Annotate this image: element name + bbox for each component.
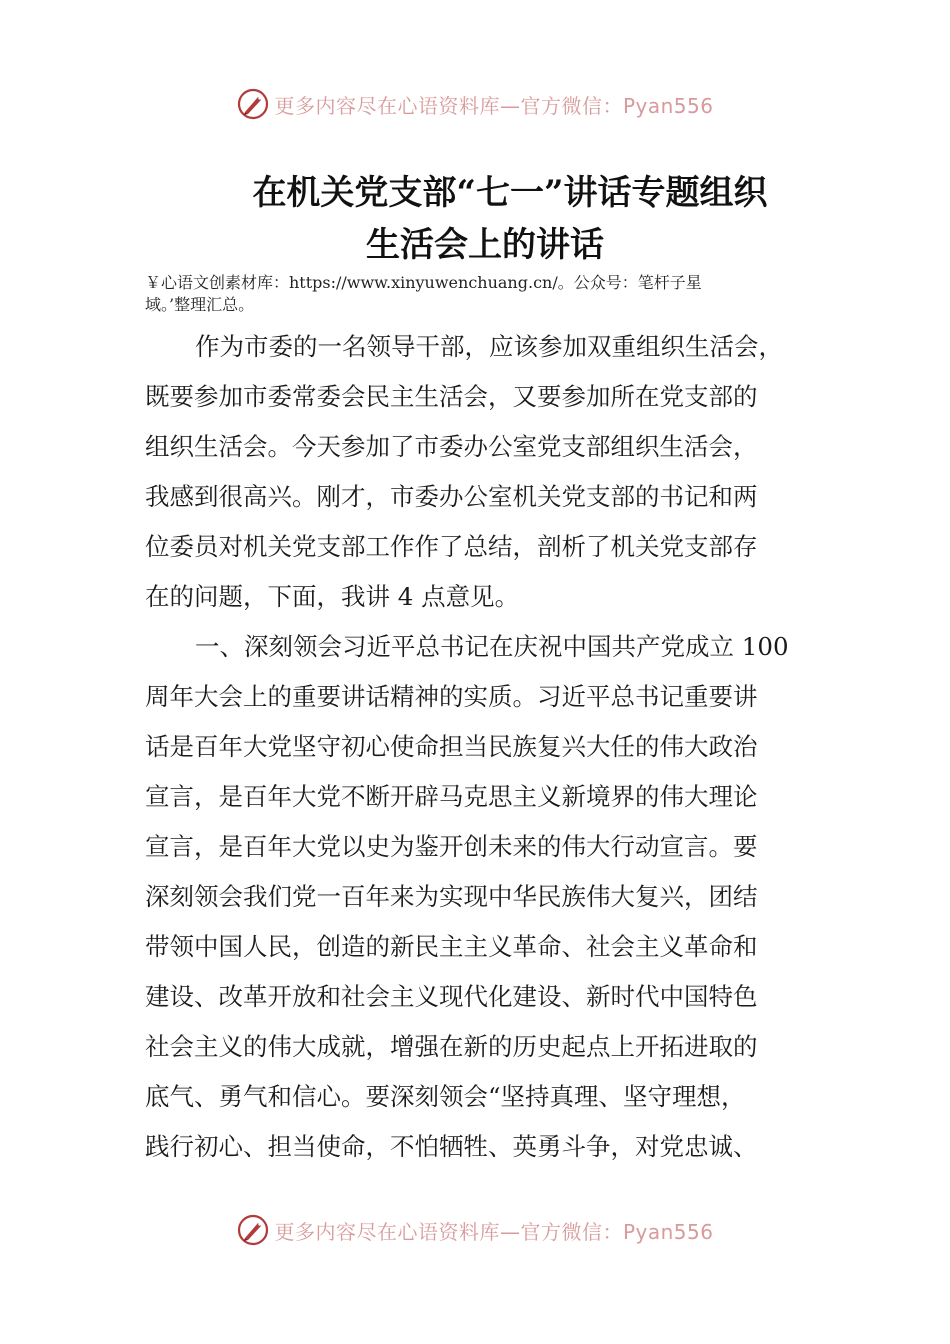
document-title-line-1: 在机关党支部“七一”讲话专题组织 xyxy=(252,173,768,213)
paragraph-line: 建设、改革开放和社会主义现代化建设、新时代中国特色 xyxy=(145,982,758,1011)
paragraph-line: 宣言，是百年大党以史为鉴开创未来的伟大行动宣言。要 xyxy=(145,832,758,861)
footer-banner xyxy=(0,1210,950,1250)
pen-nib-circle-icon xyxy=(236,1213,270,1247)
document-title-line-2: 生活会上的讲话 xyxy=(366,225,604,265)
paragraph-line: 位委员对机关党支部工作作了总结，剖析了机关党支部存 xyxy=(145,532,758,561)
paragraph-line: 组织生活会。今天参加了市委办公室党支部组织生活会， xyxy=(145,432,758,461)
paragraph-line: 底气、勇气和信心。要深刻领会“坚持真理、坚守理想， xyxy=(145,1082,746,1111)
paragraph-line: 既要参加市委常委会民主生活会，又要参加所在党支部的 xyxy=(145,382,758,411)
banner-text: 更多内容尽在心语资料库—官方微信：Pyan556 xyxy=(274,93,714,118)
source-note xyxy=(145,272,815,316)
paragraph-line: 在的问题，下面，我讲 4 点意见。 xyxy=(145,582,520,611)
paragraph-line: 周年大会上的重要讲话精神的实质。习近平总书记重要讲 xyxy=(145,682,758,711)
banner-text: 更多内容尽在心语资料库—官方微信：Pyan556 xyxy=(274,1219,714,1244)
paragraph-line: 践行初心、担当使命，不怕牺牲、英勇斗争，对党忠诚、 xyxy=(145,1132,758,1161)
paragraph-line: 宣言，是百年大党不断开辟马克思主义新境界的伟大理论 xyxy=(145,782,758,811)
paragraph-line: 社会主义的伟大成就，增强在新的历史起点上开拓进取的 xyxy=(145,1032,758,1061)
paragraph-line: 一、深刻领会习近平总书记在庆祝中国共产党成立 100 xyxy=(195,632,789,661)
pen-nib-circle-icon xyxy=(236,87,270,121)
header-banner xyxy=(0,84,950,124)
paragraph-line: 话是百年大党坚守初心使命担当民族复兴大任的伟大政治 xyxy=(145,732,758,761)
document-body xyxy=(145,322,815,1172)
source-note-line-2: 域。’整理汇总。 xyxy=(145,295,255,314)
source-note-line-1: ￥心语文创素材库：https://www.xinyuwenchuang.cn/。公众号：笔杆子星 xyxy=(145,273,702,292)
paragraph-line: 带领中国人民，创造的新民主主义革命、社会主义革命和 xyxy=(145,932,758,961)
paragraph-line: 深刻领会我们党一百年来为实现中华民族伟大复兴，团结 xyxy=(145,882,758,911)
paragraph-line: 作为市委的一名领导干部，应该参加双重组织生活会， xyxy=(195,332,783,361)
paragraph-line: 我感到很高兴。刚才，市委办公室机关党支部的书记和两 xyxy=(145,482,758,511)
